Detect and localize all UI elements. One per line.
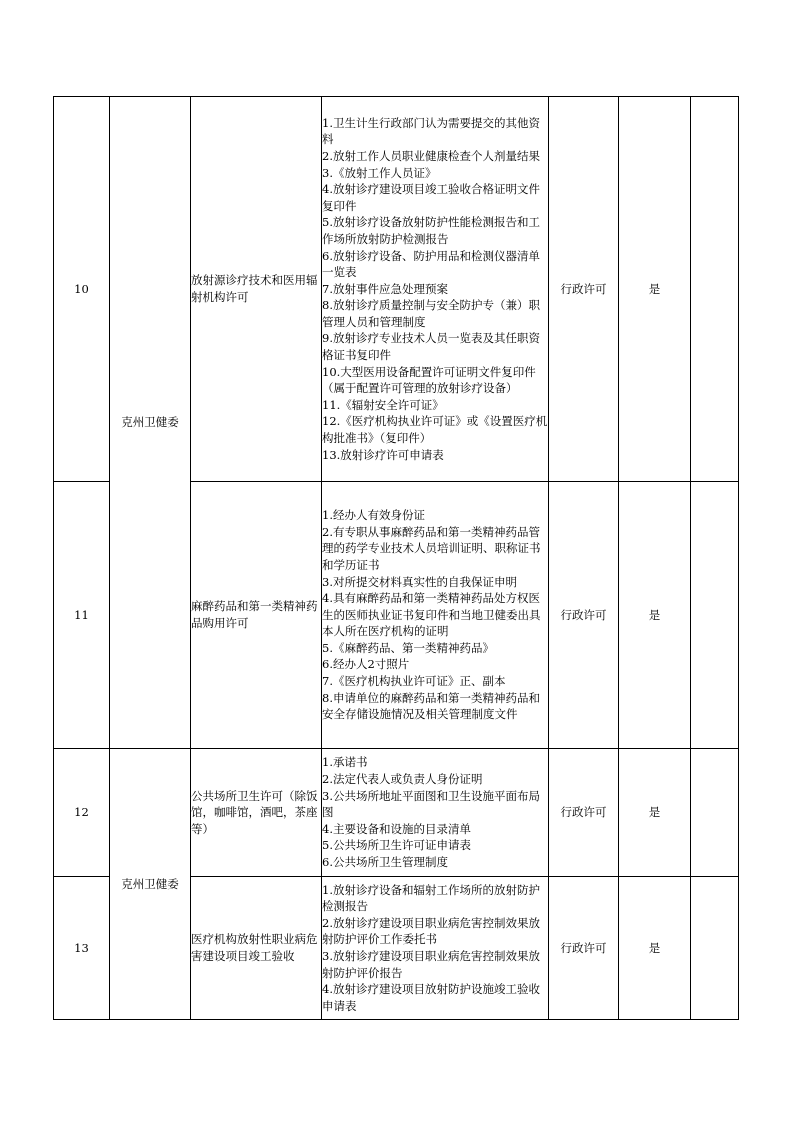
table-row (54, 97, 739, 482)
row-number: 10 (54, 97, 110, 482)
empty-cell (691, 97, 739, 482)
material-item: 4.主要设备和设施的目录清单 (322, 821, 471, 836)
material-item: 4.放射诊疗建设项目放射防护设施竣工验收申请表 (322, 982, 540, 1013)
material-item: 4.具有麻醉药品和第一类精神药品处方权医生的医师执业证书复印件和当地卫健委出具本人所在医疗机构的证明 (322, 591, 541, 639)
material-item: 3.对所提交材料真实性的自我保证申明 (322, 574, 517, 589)
material-item: 4.放射诊疗建设项目竣工验收合格证明文件复印件 (322, 182, 540, 213)
material-item: 13.放射诊疗许可申请表 (322, 447, 444, 462)
material-item: 2.法定代表人或负责人身份证明 (322, 772, 483, 787)
material-item: 9.放射诊疗专业技术人员一览表及其任职资格证书复印件 (322, 331, 540, 363)
material-item: 2.放射诊疗建设项目职业病危害控制效果放射防护评价工作委托书 (322, 915, 540, 947)
material-item: 1.经办人有效身份证 (322, 508, 425, 523)
department-cell: 克州卫健委 (110, 749, 191, 1020)
permit-type: 行政许可 (549, 97, 619, 482)
material-item: 8.放射诊疗质量控制与安全防护专（兼）职管理人员和管理制度 (322, 298, 540, 329)
material-item: 5.《麻醉药品、第一类精神药品》 (322, 640, 494, 655)
permit-flag: 是 (619, 877, 691, 1020)
empty-cell (691, 749, 739, 877)
permit-flag: 是 (619, 482, 691, 749)
material-item: 10.大型医用设备配置许可证明文件复印件（属于配置许可管理的放射诊疗设备） (322, 364, 536, 396)
material-item: 3.公共场所地址平面图和卫生设施平面布局图 (322, 788, 540, 820)
material-item: 3.放射诊疗建设项目职业病危害控制效果放射防护评价报告 (322, 949, 540, 980)
material-item: 1.承诺书 (322, 755, 368, 770)
materials-list (322, 749, 549, 877)
material-item: 12.《医疗机构执业许可证》或《设置医疗机构批准书》（复印件） (322, 414, 548, 446)
material-item: 5.放射诊疗设备放射防护性能检测报告和工作场所放射防护检测报告 (322, 215, 540, 246)
permit-type: 行政许可 (549, 877, 619, 1020)
material-item: 6.经办人2寸照片 (322, 657, 410, 672)
item-name: 放射源诊疗技术和医用辐射机构许可 (191, 97, 322, 482)
material-item: 6.公共场所卫生管理制度 (322, 854, 448, 869)
material-item: 5.公共场所卫生许可证申请表 (322, 838, 471, 853)
material-item: 11.《辐射安全许可证》 (322, 397, 444, 412)
empty-cell (691, 877, 739, 1020)
row-number: 13 (54, 877, 110, 1020)
row-number: 11 (54, 482, 110, 749)
materials-list (322, 877, 549, 1020)
permit-flag: 是 (619, 749, 691, 877)
materials-list (322, 482, 549, 749)
department-cell: 克州卫健委 (110, 97, 191, 749)
permit-flag: 是 (619, 97, 691, 482)
table-row (54, 749, 739, 877)
empty-cell (691, 482, 739, 749)
materials-list (322, 97, 549, 482)
item-name: 麻醉药品和第一类精神药品购用许可 (191, 482, 322, 749)
item-name: 公共场所卫生许可（除饭馆，咖啡馆，酒吧，茶座等） (191, 749, 322, 877)
material-item: 2.有专职从事麻醉药品和第一类精神药品管理的药学专业技术人员培训证明、职称证书和学历证书 (322, 524, 541, 572)
material-item: 1.卫生计生行政部门认为需要提交的其他资料 (322, 115, 540, 147)
material-item: 2.放射工作人员职业健康检查个人剂量结果 (322, 148, 540, 163)
material-item: 7.放射事件应急处理预案 (322, 281, 448, 296)
permit-type: 行政许可 (549, 482, 619, 749)
material-item: 1.放射诊疗设备和辐射工作场所的放射防护检测报告 (322, 882, 540, 914)
material-item: 3.《放射工作人员证》 (322, 165, 437, 180)
material-item: 7.《医疗机构执业许可证》正、副本 (322, 674, 506, 689)
material-item: 6.放射诊疗设备、防护用品和检测仪器清单一览表 (322, 248, 540, 280)
item-name: 医疗机构放射性职业病危害建设项目竣工验收 (191, 877, 322, 1020)
material-item: 8.申请单位的麻醉药品和第一类精神药品和安全存储设施情况及相关管理制度文件 (322, 690, 540, 722)
row-number: 12 (54, 749, 110, 877)
permit-type: 行政许可 (549, 749, 619, 877)
permit-table (53, 96, 739, 1020)
